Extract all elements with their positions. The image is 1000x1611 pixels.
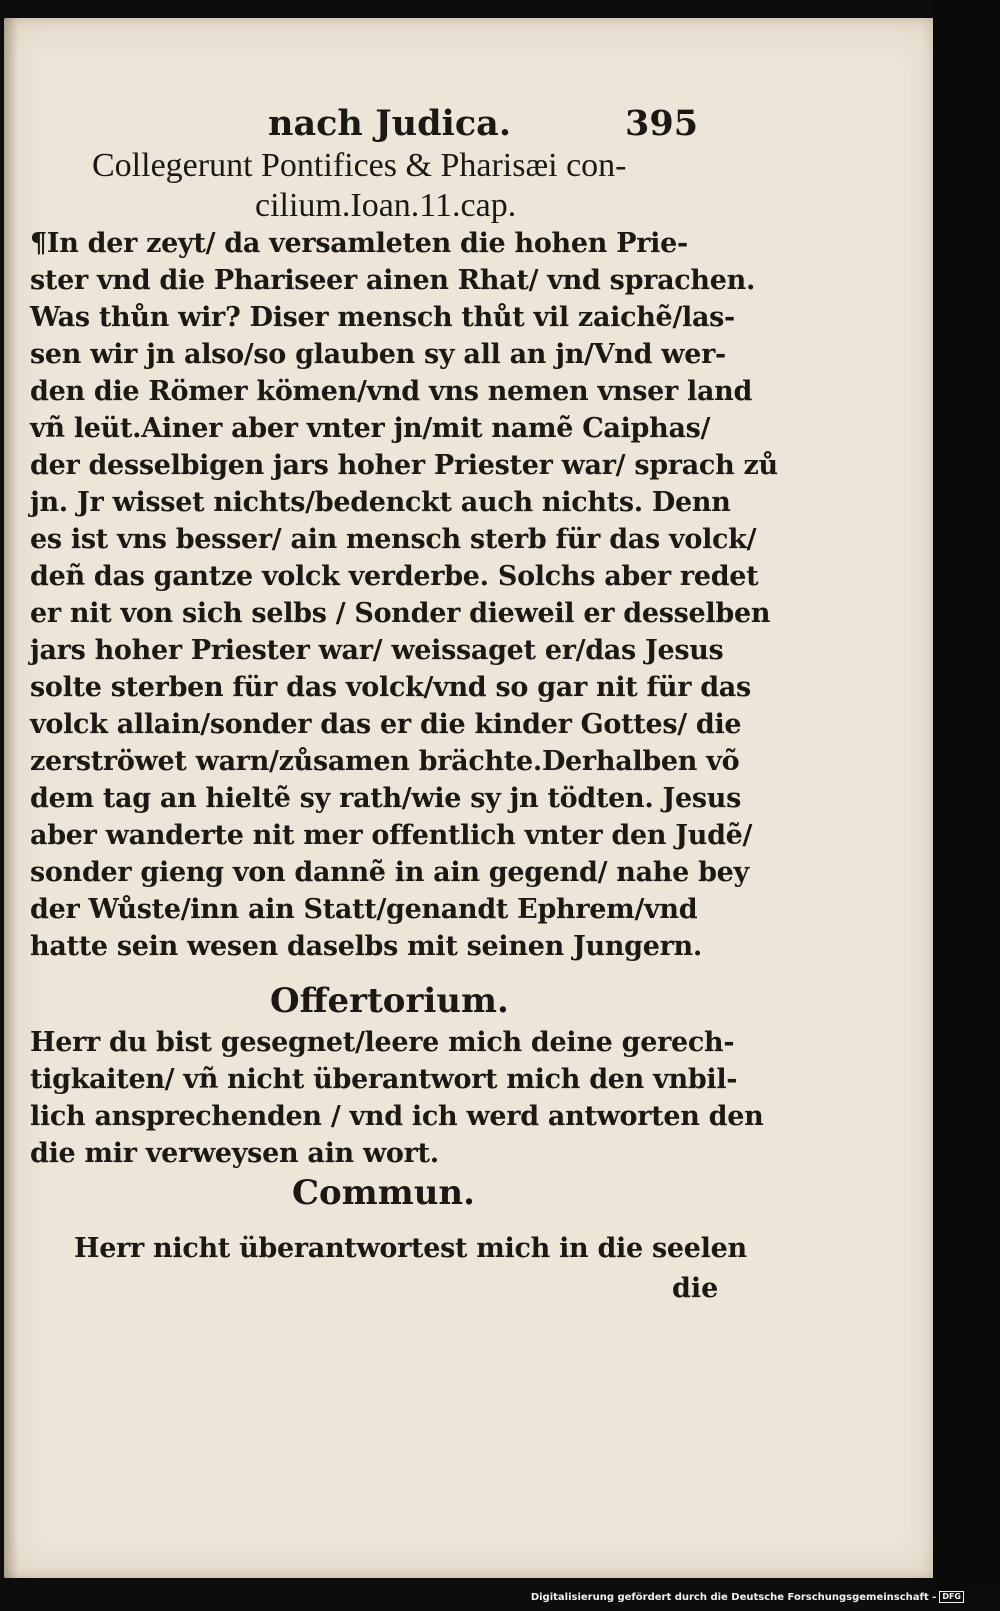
page-number: 395 — [625, 103, 699, 144]
gospel-line: er nit von sich selbs / Sonder dieweil er desselben — [30, 598, 771, 629]
gospel-line: es ist vns besser/ ain mensch sterb für das volck/ — [30, 524, 757, 555]
gospel-line: dem tag an hieltẽ sy rath/wie sy jn tödten. Jesus — [30, 783, 742, 814]
gospel-line: hatte sein wesen daselbs mit seinen Jungern. — [30, 931, 702, 962]
gospel-line: der Wůste/inn ain Statt/genandt Ephrem/vnd — [30, 894, 698, 925]
digitization-credit — [531, 1591, 964, 1603]
gospel-line: jn. Jr wisset nichts/bedenckt auch nichts. Denn — [30, 487, 731, 518]
gospel-line: sonder gieng von dannẽ in ain gegend/ nahe bey — [30, 857, 749, 888]
gospel-line: Was thůn wir? Diser mensch thůt vil zaichẽ/las- — [30, 302, 735, 333]
communio-heading: Commun. — [292, 1173, 475, 1213]
latin-heading-line-2: cilium.Ioan.11.cap. — [255, 187, 517, 224]
gospel-line: solte sterben für das volck/vnd so gar nit für das — [30, 672, 751, 703]
dfg-logo-icon: DFG — [939, 1591, 964, 1603]
gospel-line: deñ das gantze volck verderbe. Solchs aber redet — [30, 561, 759, 592]
gospel-line: jars hoher Priester war/ weissaget er/das Jesus — [30, 635, 724, 666]
gospel-line: vñ leüt.Ainer aber vnter jn/mit namẽ Caiphas/ — [30, 413, 711, 444]
latin-heading-line-1: Collegerunt Pontifices & Pharisæi con- — [92, 147, 627, 184]
gospel-line: der desselbigen jars hoher Priester war/ sprach zů — [30, 450, 778, 481]
catchword: die — [672, 1273, 719, 1304]
offertorium-line: die mir verweysen ain wort. — [30, 1138, 439, 1169]
gospel-line: zerströwet warn/zůsamen brächte.Derhalben võ — [30, 746, 740, 777]
offertorium-line: lich ansprechenden / vnd ich werd antworten den — [30, 1101, 764, 1132]
gospel-line: den die Römer kömen/vnd vns nemen vnser land — [30, 376, 753, 407]
gospel-line: ster vnd die Phariseer ainen Rhat/ vnd sprachen. — [30, 265, 756, 296]
credit-text: Digitalisierung gefördert durch die Deutsche Forschungsgemeinschaft - — [530, 1591, 937, 1603]
offertorium-line: tigkaiten/ vñ nicht überantwort mich den vnbil- — [30, 1064, 738, 1095]
running-title: nach Judica. — [268, 103, 512, 144]
page-gutter-shadow — [4, 18, 18, 1578]
offertorium-heading: Offertorium. — [270, 981, 509, 1021]
gospel-line: volck allain/sonder das er die kinder Gottes/ die — [30, 709, 742, 740]
gospel-line: ¶In der zeyt/ da versamleten die hohen Prie- — [30, 228, 688, 259]
communio-line: Herr nicht überantwortest mich in die seelen — [74, 1233, 747, 1264]
gospel-line: sen wir jn also/so glauben sy all an jn/Vnd wer- — [30, 339, 726, 370]
gospel-line: aber wanderte nit mer offentlich vnter den Judẽ/ — [30, 820, 753, 851]
scan-background — [933, 0, 1000, 1590]
offertorium-line: Herr du bist gesegnet/leere mich deine gerech- — [30, 1027, 735, 1058]
